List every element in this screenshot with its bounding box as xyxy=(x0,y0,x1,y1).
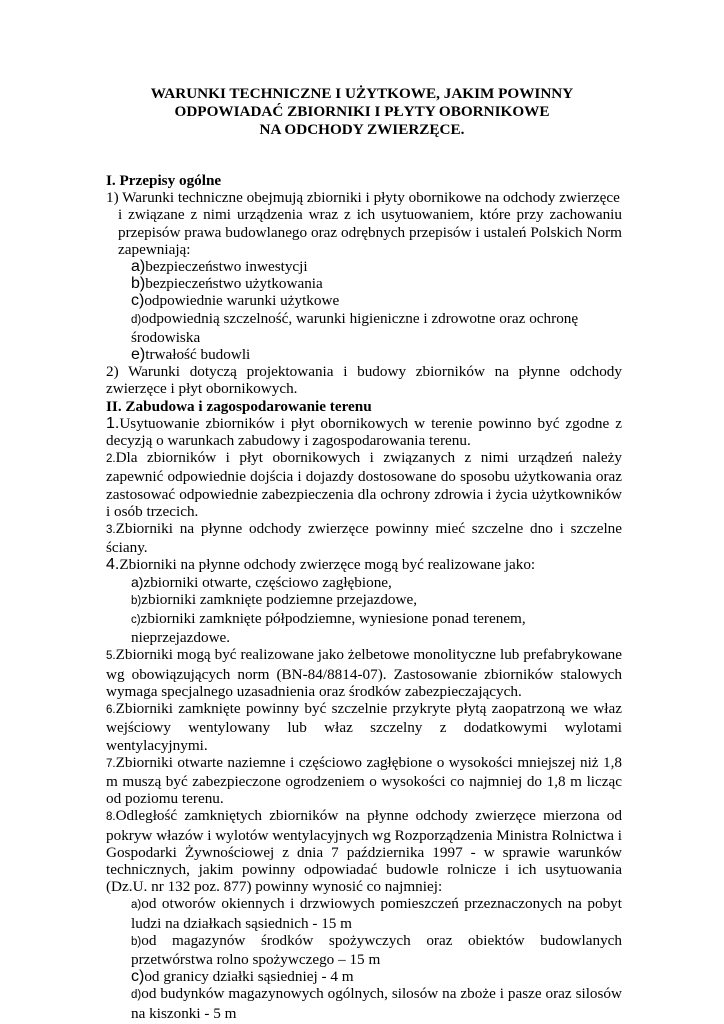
paragraph: 7.Zbiorniki otwarte naziemne i częściowo zagłębione o wysokości mniejszej niż 1,8 m muszą być zabezpieczone ogrodzeniem o wysokości co najmniej do 1,8 m licząc od poziomu terenu. xyxy=(106,753,622,808)
title-line: NA ODCHODY ZWIERZĘCE. xyxy=(259,121,465,138)
document-body xyxy=(106,172,622,1022)
list-item: a)zbiorniki otwarte, częściowo zagłębione, xyxy=(131,573,392,591)
paragraph: 2) Warunki dotyczą projektowania i budowy zbiorników na płynne odchody zwierzęce i płyt obornikowych. xyxy=(106,363,622,398)
title-line: WARUNKI TECHNICZNE I UŻYTKOWE, JAKIM POWINNY xyxy=(150,85,574,102)
list-item: c)odpowiednie warunki użytkowe xyxy=(131,292,340,310)
list-item: c)od granicy działki sąsiedniej - 4 m xyxy=(131,968,354,986)
list-item: b)bezpieczeństwo użytkowania xyxy=(131,275,323,293)
list-item: b)od magazynów środków spożywczych oraz obiektów budowlanych przetwórstwa rolno spożywczego – 15 m xyxy=(131,931,622,968)
document-title xyxy=(0,85,724,139)
paragraph: 2.Dla zbiorników i płyt obornikowych i związanych z nimi urządzeń należy zapewnić odpowiednie dojścia i dojazdy dostosowane do sposobu użytkowania oraz zastosować odpowiednie zabezpieczenia dla ochrony zdrowia i życia użytkowników i osób trzecich. xyxy=(106,449,622,520)
paragraph: 5.Zbiorniki mogą być realizowane jako żelbetowe monolityczne lub prefabrykowane wg obowiązujących norm (BN-84/8814-07). Zastosowanie zbiorników stalowych wymaga specjalnego uzasadnienia oraz środków zabezpieczających. xyxy=(106,646,622,700)
paragraph: 4.Zbiorniki na płynne odchody zwierzęce mogą być realizowane jako: xyxy=(106,556,536,574)
paragraph: i związane z nimi urządzenia wraz z ich usytuowaniem, które przy zachowaniu przepisów prawa budowlanego oraz odrębnych przepisów i ustaleń Polskich Norm zapewniają: xyxy=(118,206,622,258)
title-line: ODPOWIADAĆ ZBIORNIKI I PŁYTY OBORNIKOWE xyxy=(174,103,550,120)
paragraph: 6.Zbiorniki zamknięte powinny być szczelnie przykryte płytą zaopatrzoną we właz wejściowy wentylowany lub właz szczelny z dodatkowymi wylotami wentylacyjnymi. xyxy=(106,700,622,754)
list-item: b)zbiorniki zamknięte podziemne przejazdowe, xyxy=(131,590,418,608)
paragraph: 1) Warunki techniczne obejmują zbiorniki i płyty obornikowe na odchody zwierzęce xyxy=(106,189,620,207)
list-item: a)bezpieczeństwo inwestycji xyxy=(131,258,308,276)
list-item: d)od budynków magazynowych ogólnych, silosów na zboże i pasze oraz silosów na kiszonki - 5 m xyxy=(131,985,622,1022)
paragraph: 3.Zbiorniki na płynne odchody zwierzęce powinny mieć szczelne dno i szczelne ściany. xyxy=(106,520,622,557)
paragraph: 8.Odległość zamkniętych zbiorników na płynne odchody zwierzęce mierzona od pokryw włazów i wylotów wentylacyjnych wg Rozporządzenia Ministra Rolnictwa i Gospodarki Żywnościowej z dnia 7 października 1997 - w sprawie warunków technicznych, jakim powinny odpowiadać budowle rolnicze i ich usytuowania (Dz.U. nr 132 poz. 877) powinny wynosić co najmniej: xyxy=(106,807,622,896)
list-item: c)zbiorniki zamknięte półpodziemne, wyniesione ponad terenem, nieprzejazdowe. xyxy=(131,610,526,647)
section-heading: II. Zabudowa i zagospodarowanie terenu xyxy=(106,397,372,415)
list-item: a)od otworów okiennych i drzwiowych pomieszczeń przeznaczonych na pobyt ludzi na działkach sąsiednich - 15 m xyxy=(131,895,622,932)
list-item: e)trwałość budowli xyxy=(131,346,251,364)
paragraph: 1.Usytuowanie zbiorników i płyt obornikowych w terenie powinno być zgodne z decyzją o warunkach zabudowy i zagospodarowania terenu. xyxy=(106,414,622,450)
section-heading: I. Przepisy ogólne xyxy=(106,172,222,189)
list-item: d)odpowiednią szczelność, warunki higieniczne i zdrowotne oraz ochronę środowiska xyxy=(131,309,579,346)
